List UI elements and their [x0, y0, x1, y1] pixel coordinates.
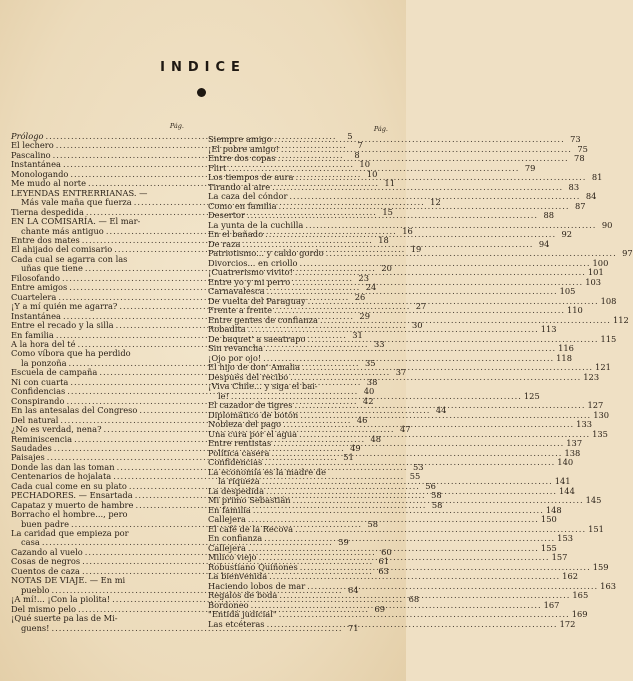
toc-entry-page: 87: [574, 200, 586, 211]
dot-leader: [267, 620, 558, 630]
toc-entry-title: Regalos de boda: [208, 590, 278, 600]
toc-entry-page: 94: [538, 238, 550, 249]
toc-entry: [208, 618, 576, 630]
toc-entry-title: Prólogo: [11, 131, 44, 141]
toc-entry-page: 133: [576, 419, 593, 429]
toc-entry-title: Centenarios de hojalata: [11, 471, 112, 482]
toc-entry-page: 125: [523, 390, 540, 401]
toc-entry-title: le!: [218, 390, 229, 401]
toc-entry-page: 16: [402, 225, 413, 236]
toc-entry-title: Paisajes: [11, 452, 45, 463]
toc-entry-page: 137: [566, 438, 583, 448]
toc-entry-title: La yunta de la cuchilla: [208, 219, 304, 230]
toc-entry-title: Después del recibo: [208, 371, 289, 382]
toc-entry-title: Robadita: [208, 324, 246, 334]
toc-entry-page: 167: [543, 599, 560, 610]
toc-entry-page: 59: [338, 537, 349, 548]
toc-entry-title: Pascalino: [11, 149, 51, 160]
toc-entry-title: La caridad que empieza por: [11, 528, 129, 539]
toc-entry-page: 24: [365, 282, 377, 293]
toc-entry-page: 144: [559, 485, 575, 496]
toc-entry-page: 71: [347, 622, 359, 633]
toc-entry-title: Entre rentistas: [208, 438, 272, 448]
toc-entry-title: EN LA COMISARÍA. — El mar-: [11, 216, 141, 227]
toc-entry-title: La economía es la madre de: [208, 466, 326, 477]
toc-entry-title: El ahijado del comisario: [11, 244, 113, 255]
toc-entry-title: LEYENDAS ENTRERRIANAS. —: [11, 187, 148, 198]
toc-entry-title: La despedida: [208, 485, 265, 496]
toc-entry-title: Cuentos de caza: [11, 565, 80, 576]
toc-entry-page: 121: [595, 362, 611, 372]
toc-entry-page: 47: [399, 424, 411, 435]
toc-entry-page: 145: [585, 495, 602, 505]
toc-entry-title: Entre amigos: [11, 282, 68, 293]
toc-entry-page: 101: [587, 267, 604, 277]
toc-entry-page: 29: [359, 310, 370, 321]
toc-entry-title: Entre dos mates: [11, 234, 80, 245]
toc-entry-page: 58: [431, 499, 443, 510]
toc-entry-page: 108: [600, 295, 617, 306]
toc-entry-title: Como víbora que ha perdido: [11, 348, 131, 359]
toc-entry-title: Del natural: [11, 414, 59, 425]
toc-entry-page: 23: [358, 272, 369, 283]
toc-entry-title: Donde las dan las toman: [11, 461, 115, 472]
toc-entry-title: PECHADORES. — Ensartada: [11, 490, 133, 501]
toc-entry-page: 141: [554, 476, 571, 486]
toc-entry-title: NOTAS DE VIAJE. — En mi: [11, 575, 126, 586]
toc-entry-page: 64: [347, 584, 359, 595]
toc-entry-title: Diplomático de botón: [208, 409, 299, 420]
toc-entry-title: En las antesalas del Congreso: [11, 405, 138, 416]
toc-entry-title: Cazando al vuelo: [11, 546, 83, 557]
toc-entry-title: Frente a frente: [208, 305, 272, 315]
toc-entry-title: En confianza: [208, 533, 263, 543]
toc-entry-page: 172: [559, 618, 576, 629]
toc-entry-page: 100: [592, 257, 609, 268]
dot-leader: [290, 373, 581, 383]
toc-entry-title: Cada cual se agarra con las: [11, 253, 128, 264]
toc-entry-page: 8: [354, 149, 360, 160]
toc-entry-title: De raza: [208, 238, 241, 249]
toc-entry-page: 90: [601, 219, 613, 230]
toc-entry-page: 165: [572, 590, 589, 600]
toc-entry-page: 12: [430, 197, 441, 208]
toc-entry-page: 10: [366, 168, 378, 179]
toc-entry-page: 15: [382, 206, 393, 217]
toc-entry-page: 11: [384, 178, 395, 189]
toc-entry-page: 78: [574, 153, 585, 163]
toc-entry-page: 35: [364, 357, 376, 368]
toc-entry-page: 7: [357, 140, 363, 151]
toc-entry-title: La caza del cóndor: [208, 191, 288, 201]
toc-entry-page: 10: [359, 159, 370, 170]
toc-entry-title: Los tiempos de aura: [208, 172, 294, 182]
toc-entry-page: 118: [556, 352, 572, 363]
toc-entry-title: Instantánea: [11, 159, 61, 170]
toc-entry-title: Milico viejo: [208, 552, 257, 562]
toc-entry-title: ¡El pobre amigo!: [208, 143, 279, 154]
toc-entry-title: "Entidá judicial": [208, 609, 277, 619]
toc-entry-page: 63: [378, 565, 389, 576]
toc-entry-page: 19: [410, 244, 422, 255]
toc-entry-title: Como en familia: [208, 200, 277, 211]
toc-entry-page: 60: [381, 546, 392, 557]
toc-entry-title: Del mismo pelo: [11, 603, 77, 614]
toc-entry-title: Cada cual come en su plato: [11, 480, 127, 491]
toc-entry-page: 53: [413, 461, 424, 472]
toc-entry-page: 73: [570, 134, 581, 144]
toc-entry-page: 44: [435, 405, 447, 416]
toc-entry-title: Haciendo lobos de mar: [208, 580, 306, 591]
toc-entry-title: Filosofando: [11, 272, 60, 283]
toc-entry-page: 163: [600, 580, 617, 591]
page-column-header: Pág.: [169, 122, 184, 130]
toc-entry-title: Carnavalesca: [208, 286, 265, 296]
toc-entry-page: 69: [374, 603, 386, 614]
toc-entry-title: Sin revancha: [208, 343, 264, 353]
toc-entry-title: A la hora del té: [11, 338, 76, 349]
toc-entry-page: 46: [356, 414, 368, 425]
toc-entry-title: ¡Ojo por ojo!: [208, 352, 262, 363]
toc-entry-title: Entre yo y mi perro: [208, 276, 291, 287]
toc-entry-title: ¡Cuatrerismo vivito!: [208, 267, 293, 277]
toc-entry-page: 40: [363, 386, 375, 397]
toc-entry-title: Borracho el hombre..., pero: [11, 509, 128, 520]
toc-entry-page: 123: [583, 371, 600, 382]
toc-entry-title: guens!: [21, 622, 50, 633]
toc-entry-title: ¡Qué suerte pa las de Mi-: [11, 613, 118, 624]
toc-entry-title: El lechero: [11, 140, 54, 151]
toc-entry-page: 153: [557, 533, 574, 543]
toc-entry-page: 51: [343, 452, 354, 463]
toc-entry-page: 151: [588, 523, 604, 534]
toc-entry-page: 88: [543, 210, 554, 220]
toc-entry-title: Cosas de negros: [11, 556, 81, 567]
toc-entry-title: Cuartelera: [11, 291, 57, 302]
toc-entry-page: 150: [540, 514, 557, 524]
toc-entry-page: 110: [566, 305, 583, 315]
toc-entry-page: 135: [592, 428, 608, 439]
toc-entry-title: Entre gentes de confianza: [208, 314, 318, 325]
toc-entry-page: 83: [568, 181, 580, 192]
toc-entry-page: 38: [366, 376, 378, 387]
page-title: INDICE: [160, 60, 246, 75]
toc-entry-page: 27: [415, 301, 427, 312]
toc-entry-page: 42: [362, 395, 374, 406]
toc-entry-title: Ni con cuarta: [11, 376, 69, 387]
toc-entry-title: Entre el recado y la silla: [11, 320, 114, 331]
toc-entry-title: De baquet' a saeatrapo: [208, 333, 306, 344]
toc-entry-title: Instantánea: [11, 310, 61, 321]
toc-entry-page: 55: [409, 471, 421, 482]
toc-entry-page: 48: [370, 433, 382, 444]
toc-entry-page: 127: [587, 400, 604, 410]
toc-entry-page: 130: [593, 409, 610, 420]
toc-entry-title: la riqueza: [218, 476, 260, 486]
toc-entry-title: Tirando al aire: [208, 181, 271, 192]
toc-entry-page: 112: [612, 314, 629, 325]
toc-entry-title: ¡Y a mí quién me agarra?: [11, 301, 118, 312]
toc-entry-title: El hijo de don' Amalia: [208, 362, 301, 372]
toc-entry-title: Callejera: [208, 542, 246, 553]
toc-entry-title: Entre dos copas: [208, 153, 276, 163]
toc-entry-title: Confidencias: [11, 386, 66, 397]
toc-entry-title: Saudades: [11, 442, 52, 453]
toc-entry-page: 105: [559, 286, 576, 296]
toc-entry-title: Política casera: [208, 447, 270, 458]
toc-entry-title: buen padre: [21, 518, 69, 529]
toc-entry-title: ¡Viva Chile... y siga el bai-: [208, 381, 318, 391]
toc-entry-page: 103: [585, 276, 602, 287]
toc-entry-title: Una cura por el agua: [208, 428, 298, 439]
toc-entry-title: Patriotismo... y caldo gordo: [208, 248, 324, 258]
toc-entry-title: Escuela de campaña: [11, 367, 98, 378]
toc-entry-page: 92: [561, 229, 573, 239]
toc-entry-title: Flirt: [208, 162, 227, 173]
toc-entry-page: 148: [545, 504, 562, 515]
toc-entry-title: Conspirando: [11, 395, 65, 406]
toc-entry-page: 56: [425, 480, 436, 491]
toc-entry-page: 159: [592, 561, 609, 572]
toc-entry-title: Tierna despedida: [11, 206, 84, 217]
toc-entry-page: 58: [431, 490, 442, 501]
toc-entry-title: En familia: [208, 504, 251, 515]
toc-entry-page: 115: [600, 333, 617, 344]
toc-entry-page: 162: [562, 571, 579, 581]
toc-entry-page: 68: [408, 594, 420, 605]
toc-entry-title: Desertor: [208, 210, 245, 220]
toc-entry-title: En familia: [11, 329, 54, 340]
toc-entry-title: la ponzoña: [21, 357, 67, 368]
toc-entry-title: Siempre amigo: [208, 134, 272, 144]
toc-entry-page: 140: [557, 457, 574, 467]
toc-entry-title: casa: [21, 537, 40, 548]
toc-entry-page: 33: [373, 338, 385, 349]
toc-entry-title: Capataz y muerto de hambre: [11, 499, 134, 510]
toc-entry-page: 31: [352, 329, 363, 340]
toc-entry-title: Las etcéteras: [208, 618, 265, 629]
toc-entry-page: 84: [585, 191, 597, 201]
toc-entry-page: 18: [378, 234, 389, 245]
toc-entry-title: uñas que tiene: [21, 263, 83, 274]
toc-entry-page: 75: [577, 143, 588, 154]
toc-entry-page: 61: [378, 556, 390, 567]
toc-entry-page: 79: [524, 162, 536, 173]
toc-entry-page: 97: [622, 248, 633, 258]
toc-entry-title: Mi primo Sebastián: [208, 495, 291, 505]
toc-entry-title: chante más antiguo: [21, 225, 104, 236]
page-column-header: Pág.: [373, 125, 388, 133]
toc-entry-page: 58: [367, 518, 378, 529]
toc-entry-title: El cazador de tigres: [208, 400, 293, 410]
ornament-dot: [197, 88, 206, 97]
toc-entry-page: 5: [347, 131, 353, 141]
toc-entry-page: 138: [564, 447, 581, 458]
toc-entry-page: 116: [558, 343, 574, 353]
toc-entry-title: ¡A mí!... ¡Con la piolita!: [11, 594, 111, 605]
toc-entry-title: Bordoneo: [208, 599, 249, 610]
toc-entry-page: 81: [591, 172, 603, 182]
toc-entry-title: Nobleza del pago: [208, 419, 282, 429]
toc-entry-page: 49: [350, 442, 361, 453]
toc-entry-title: Divorcios... en criollo: [208, 257, 298, 268]
toc-entry-title: Robustiano Quiñones: [208, 561, 298, 572]
toc-entry-page: 113: [540, 324, 557, 334]
toc-entry-title: Me mudo al norte: [11, 178, 86, 189]
toc-entry-page: 37: [395, 367, 407, 378]
toc-entry-page: 20: [381, 263, 392, 274]
toc-entry-title: El café de la Recova: [208, 523, 294, 534]
toc-entry-title: Callejera: [208, 514, 246, 524]
toc-entry-page: 155: [540, 542, 557, 553]
toc-entry-page: 30: [412, 320, 423, 331]
toc-entry-page: 26: [354, 291, 366, 302]
toc-entry-title: Reminiscencia: [11, 433, 73, 444]
toc-entry-title: Monologando: [11, 168, 69, 179]
toc-entry-page: 169: [571, 609, 588, 619]
toc-entry-title: De vuelta del Paraguay: [208, 295, 306, 306]
toc-entry-page: 157: [551, 552, 568, 562]
toc-entry-title: En el bañado: [208, 229, 264, 239]
toc-entry-title: La bienvenida: [208, 571, 268, 581]
toc-entry-title: ¿No es verdad, nena?: [11, 424, 102, 435]
toc-entry-title: pueblo: [21, 584, 50, 595]
toc-entry-title: Confidencias: [208, 457, 263, 467]
toc-entry-title: Más vale maña que fuerza: [21, 197, 132, 208]
